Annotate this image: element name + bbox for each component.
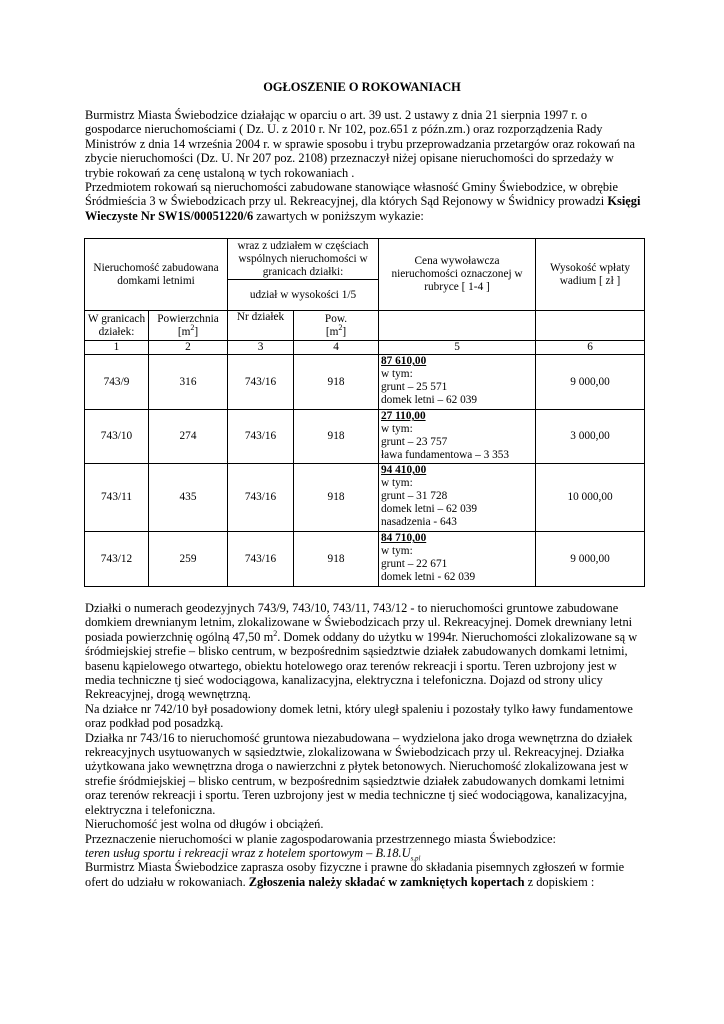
cell-plot: 743/9 — [85, 355, 149, 410]
paragraph-plots-description: Działki o numerach geodezyjnych 743/9, 743/10, 743/11, 743/12 - to nieruchomości gruntowe zabudowane domkiem drewnianym letnim, zlokalizowane w Świebodzicach przy ul. Rekreacyjnej. Domek drewniany letni posiada powierzchnię ogólną 47,50 $m^2$. Domek oddany do użytku w 1994r. Nieruchomości zlokalizowane są w śródmiejskiej strefie – blisko centrum, w bezpośrednim sąsiedztwie działek zabudowanych domkami letnimi, basenu kąpielowego otwartego, obiektu hotelowego oraz terenów rekreacji i sportu. Teren uzbrojony jest w media techniczne tj sieć wodociągowa, kanalizacyjna, elektryczna i telefoniczna. Dojazd od strony ulicy Rekreacyjnej, drogą wewnętrzną. — [85, 601, 638, 702]
cell-price: 94 410,00 w tym: grunt – 31 728 domek letni – 62 039 nasadzenia - 643 — [379, 464, 536, 532]
cell-deposit: 9 000,00 — [536, 355, 645, 410]
cell-nr: 743/16 — [228, 410, 294, 464]
cell-price: 84 710,00 w tym: grunt – 22 671 domek letni - 62 039 — [379, 532, 536, 587]
table-row — [85, 464, 645, 532]
header-deposit: Wysokość wpłaty wadium [ zł ] — [536, 239, 645, 311]
column-number: 1 — [85, 341, 149, 355]
table-row — [85, 532, 645, 587]
paragraph-zoning-designation: teren usług sportu i rekreacji wraz z hotelem sportowym – $B.18.U_{s,pl}$ — [85, 845, 421, 863]
price-value: 94 410,00 — [381, 464, 427, 476]
column-number: 6 — [536, 341, 645, 355]
cell-deposit: 9 000,00 — [536, 532, 645, 587]
cell-pow: 918 — [294, 532, 379, 587]
cell-plot: 743/11 — [85, 464, 149, 532]
cell-area: 274 — [149, 410, 228, 464]
subheader-bounds: W granicach działek: — [85, 311, 149, 341]
intro-section — [85, 108, 645, 223]
subheader-pow: Pow. $[m^2]$ — [294, 311, 379, 341]
price-value: 87 610,00 — [381, 355, 427, 367]
table-row — [85, 410, 645, 464]
column-number: 4 — [294, 341, 379, 355]
column-number: 2 — [149, 341, 228, 355]
property-table-wrapper — [84, 238, 644, 587]
column-number: 3 — [228, 341, 294, 355]
paragraph-burned-house: Na działce nr 742/10 był posadowiony domek letni, który uległ spaleniu i pozostały tylko ławy fundamentowe oraz podkład pod posadzką. — [85, 701, 633, 731]
cell-nr: 743/16 — [228, 464, 294, 532]
cell-pow: 918 — [294, 464, 379, 532]
table-row — [85, 355, 645, 410]
subheader-area: Powierzchnia $[m^2]$ — [149, 311, 228, 341]
cell-area: 316 — [149, 355, 228, 410]
intro-paragraph-subject: Przedmiotem rokowań są nieruchomości zabudowane stanowiące własność Gminy Świebodzice, w obrębie Śródmieścia 3 w Świebodzicach przy ul. Rekreacyjnej, dla których Sąd Rejonowy w Świdnicy prowadzi Księgi Wieczyste Nr SW1S/00051220/6 zawartych w poniższym wykazie: — [85, 180, 641, 223]
property-table — [84, 238, 645, 587]
land-register-number: Księgi Wieczyste Nr SW1S/00051220/6 — [85, 194, 641, 223]
cell-price: 27 110,00 w tym: grunt – 23 757 ława fundamentowa – 3 353 — [379, 410, 536, 464]
paragraph-zoning: Przeznaczenie nieruchomości w planie zagospodarowania przestrzennego miasta Świebodzice: — [85, 831, 556, 846]
price-value: 27 110,00 — [381, 410, 426, 422]
cell-area: 435 — [149, 464, 228, 532]
cell-area: 259 — [149, 532, 228, 587]
subheader-plot-nr: Nr działek — [228, 311, 294, 341]
header-share: wraz z udziałem w częściach wspólnych nieruchomości w granicach działki: — [228, 239, 379, 280]
cell-pow: 918 — [294, 355, 379, 410]
cell-nr: 743/16 — [228, 355, 294, 410]
cell-deposit: 3 000,00 — [536, 410, 645, 464]
header-property: Nieruchomość zabudowana domkami letnimi — [85, 239, 228, 311]
paragraph-road-plot: Działka nr 743/16 to nieruchomość gruntowa niezabudowana – wydzielona jako droga wewnętrzna do działek rekreacyjnych usytuowanych w sąsiedztwie, zlokalizowana w Świebodzicach przy ul. Rekreacyjnej. Działka użytkowana jako wewnętrzna droga o nawierzchni z płytek betonowych. Nieruchomość zlokalizowana jest w strefie śródmiejskiej – blisko centrum, w bezpośrednim sąsiedztwie działek zabudowanych domkami letnimi oraz terenów rekreacji i sportu. Teren uzbrojony jest w media techniczne tj sieć wodociągowa, kanalizacyjna, elektryczna i telefoniczna. — [85, 730, 633, 817]
header-price: Cena wywoławcza nieruchomości oznaczonej w rubryce [ 1-4 ] — [379, 239, 536, 311]
cell-plot: 743/10 — [85, 410, 149, 464]
header-share-sub: udział w wysokości 1/5 — [228, 280, 379, 311]
cell-price: 87 610,00 w tym: grunt – 25 571 domek letni – 62 039 — [379, 355, 536, 410]
price-value: 84 710,00 — [381, 532, 427, 544]
page-title: OGŁOSZENIE O ROKOWANIACH — [263, 80, 461, 94]
cell-plot: 743/12 — [85, 532, 149, 587]
intro-paragraph-legal-basis: Burmistrz Miasta Świebodzice działając w oparciu o art. 39 ust. 2 ustawy z dnia 21 sierpnia 1997 r. o gospodarce nieruchomościami ( Dz. U. z 2010 r. Nr 102, poz.651 z późn.zm.) oraz rozporządzenia Rady Ministrów z dnia 14 września 2004 r. w sprawie sposobu i trybu przeprowadzania przetargów oraz rokowań na zbycie nieruchomości (Dz. U. Nr 207 poz. 2108) przeznaczył niżej opisane nieruchomości do sprzedaży w trybie rokowań za cenę ustaloną w tych rokowaniach . — [85, 108, 635, 180]
cell-deposit: 10 000,00 — [536, 464, 645, 532]
paragraph-invitation: Burmistrz Miasta Świebodzice zaprasza osoby fizyczne i prawne do składania pisemnych zgłoszeń w formie ofert do udziału w rokowaniach. Zgłoszenia należy składać w zamkniętych kopertach z dopiskiem : — [85, 860, 625, 889]
cell-pow: 918 — [294, 410, 379, 464]
column-number: 5 — [379, 341, 536, 355]
body-section — [85, 601, 645, 889]
cell-nr: 743/16 — [228, 532, 294, 587]
paragraph-free-of-debts: Nieruchomość jest wolna od długów i obciążeń. — [85, 817, 324, 832]
